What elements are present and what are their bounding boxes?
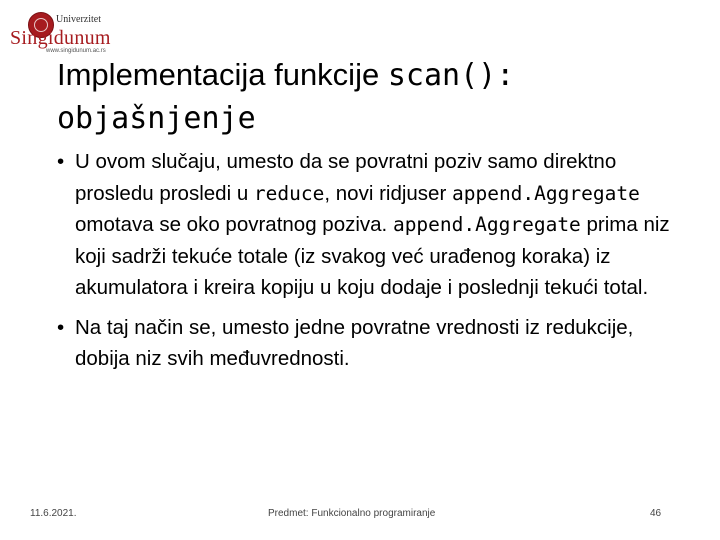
title-code: scan():: [387, 58, 515, 93]
bullet-text: , novi ridjuser: [324, 181, 452, 205]
footer-page-number: 46: [650, 508, 662, 519]
university-logo: [6, 12, 121, 54]
code-append-aggregate: append.Aggregate: [451, 181, 640, 205]
bullet-text: Na taj način se, umesto jedne povratne vrednosti iz redukcije, dobija niz svih međuvrednosti.: [75, 315, 634, 370]
bullet-dot: •: [57, 150, 65, 173]
logo-top-word: Univerzitet: [56, 14, 101, 25]
title-text: Implementacija funkcije: [57, 57, 388, 92]
bullet-dot: •: [57, 315, 65, 339]
bullet-list: [57, 146, 687, 383]
code-append-aggregate: append.Aggregate: [392, 213, 581, 236]
footer-course: Predmet: Funkcionalno programiranje: [268, 508, 436, 519]
slide-title: [57, 54, 697, 140]
logo-url: www.singidunum.ac.rs: [46, 48, 106, 54]
logo-name: Singidunum: [10, 27, 111, 49]
title-subtitle: objašnjenje: [57, 101, 256, 136]
bullet-text: U ovom slučaju, umesto da se povratni poziv samo direktno prosledu prosledi u: [75, 150, 617, 205]
code-reduce: reduce: [253, 181, 325, 205]
footer-date: 11.6.2021.: [30, 508, 77, 519]
bullet-item: [57, 312, 687, 375]
bullet-text: omotava se oko povratnog poziva.: [75, 213, 393, 236]
bullet-text: prima niz koji sadrži tekuće totale (iz svakog već urađenog koraka) iz akumulatora i kreira kopiju u koju dodaje i poslednji tekući total.: [75, 213, 670, 299]
bullet-item: [57, 146, 687, 304]
